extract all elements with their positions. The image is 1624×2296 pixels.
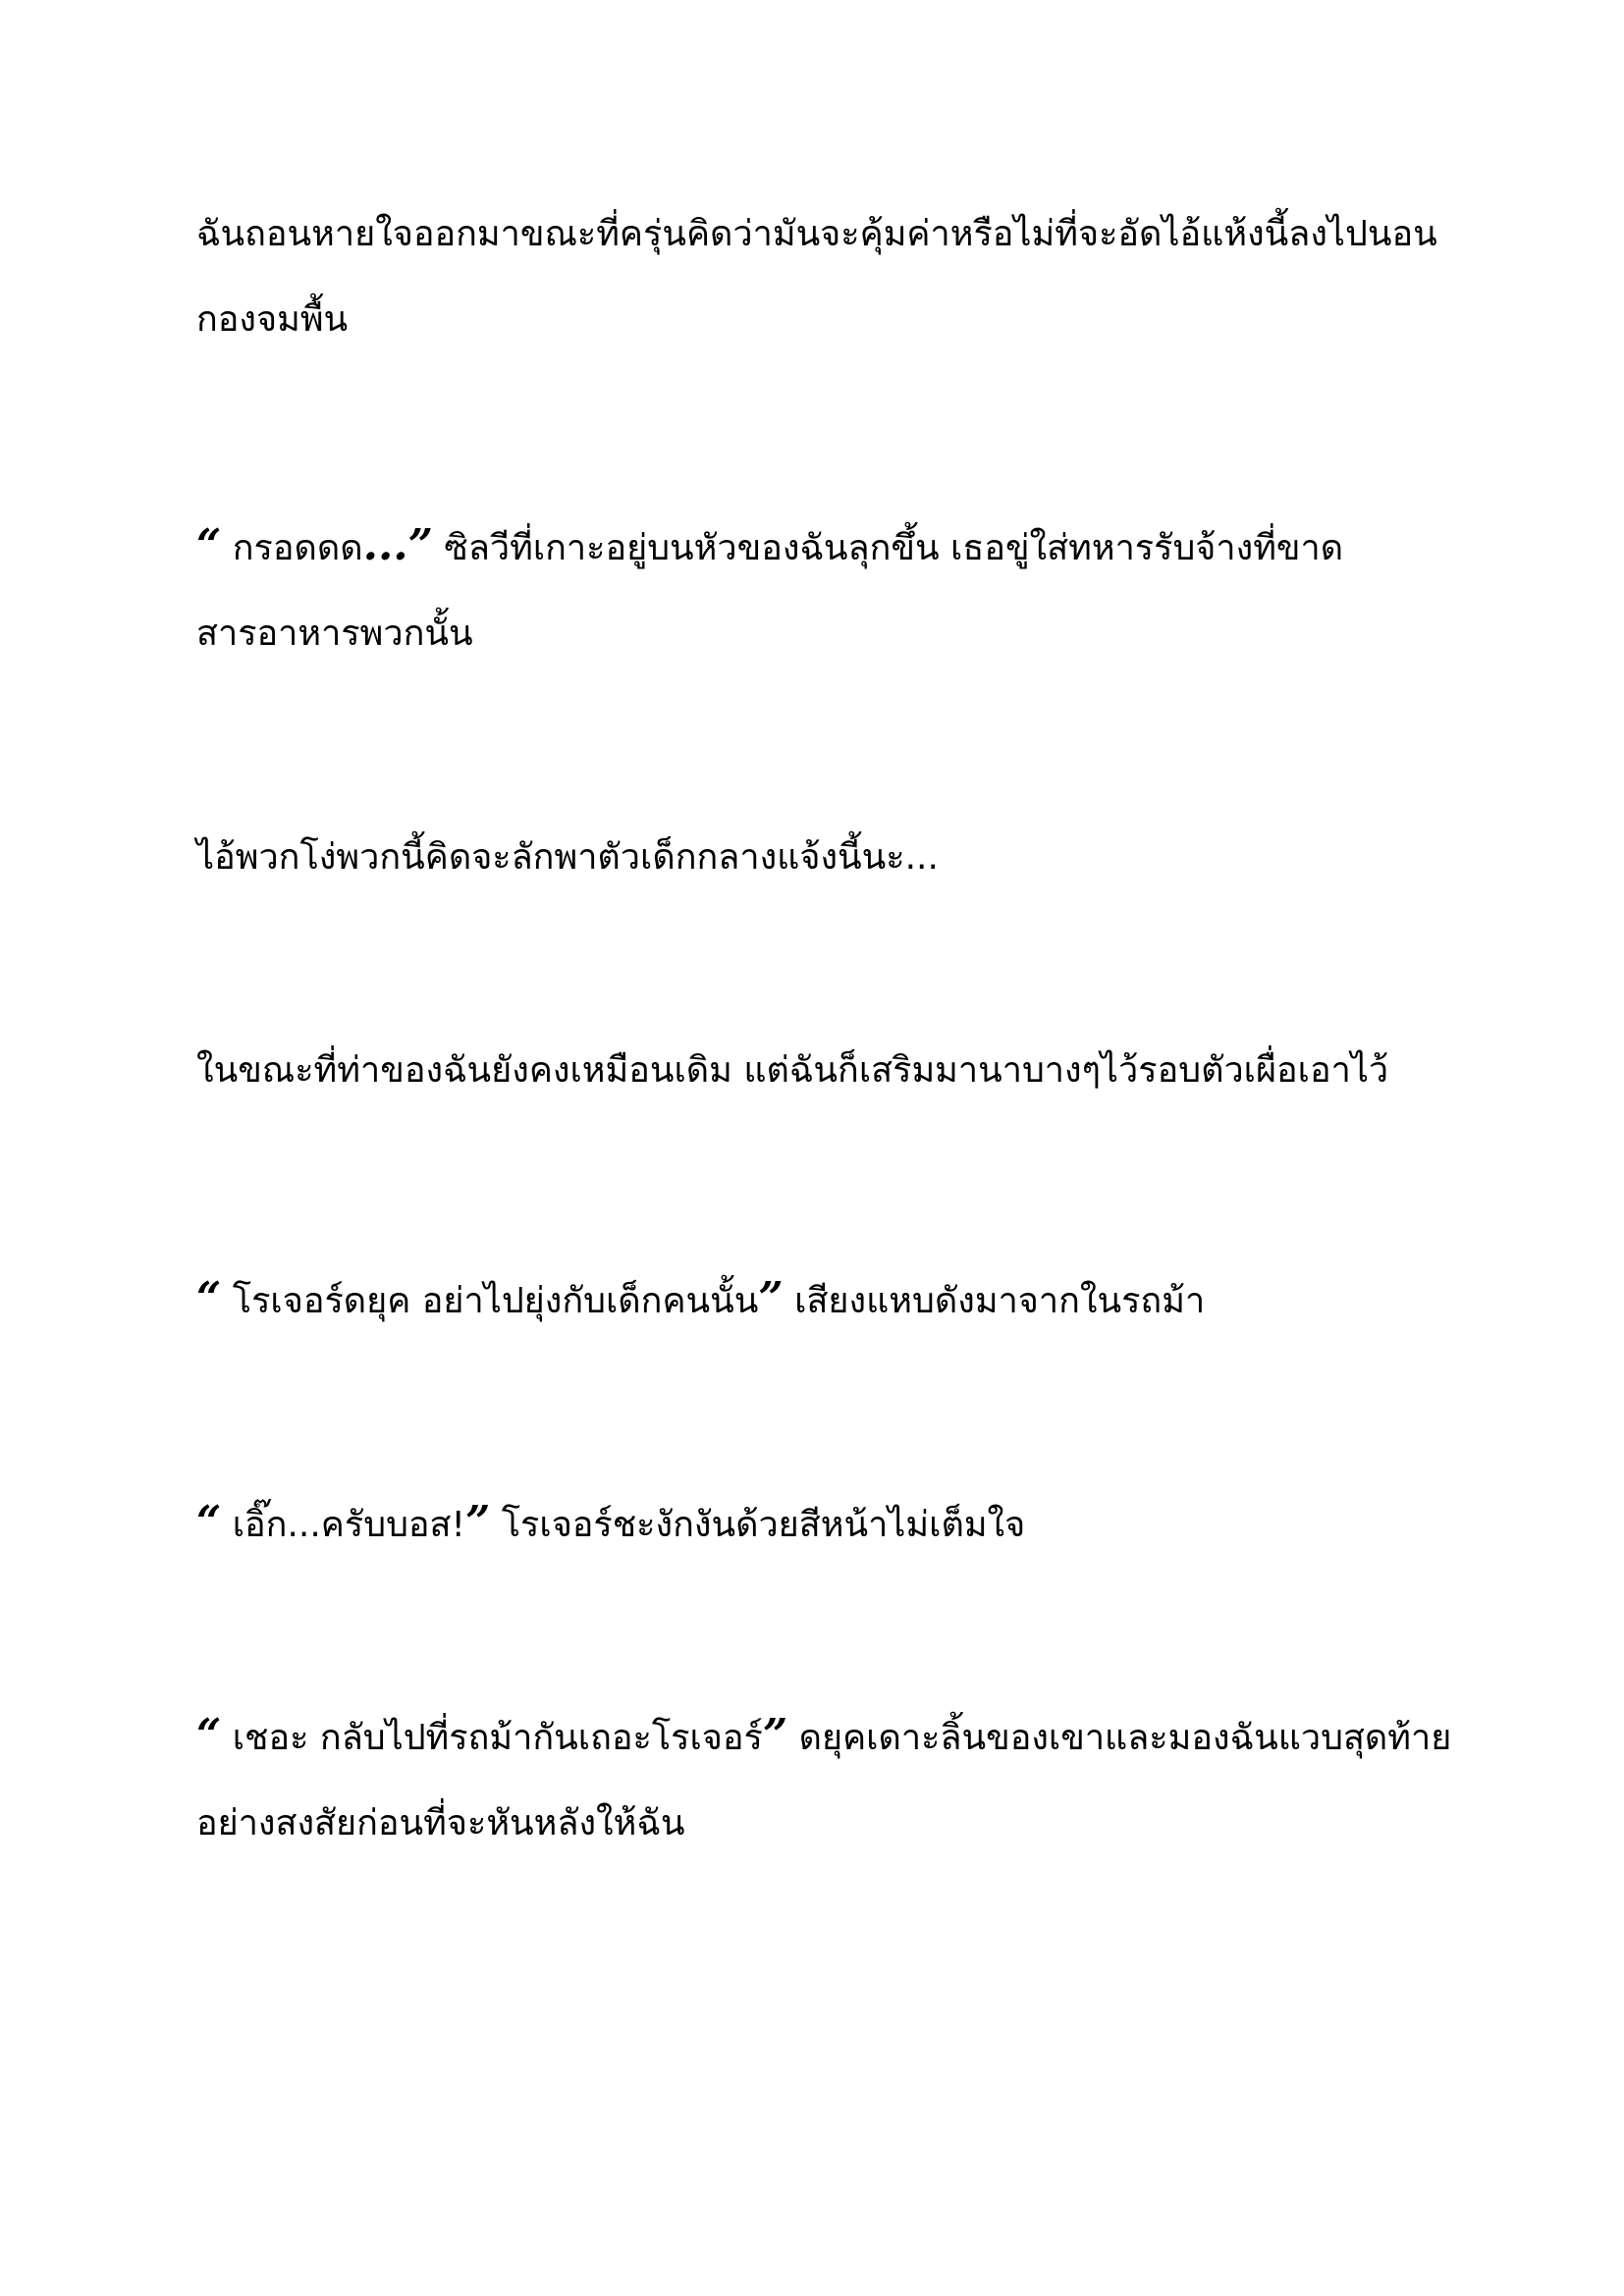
close-quote-mark: ”: [407, 520, 433, 570]
dialogue-speech: โรเจอร์ดยุค อย่าไปยุ่งกับเด็กคนนั้น: [221, 1281, 759, 1321]
paragraph-1-line-2: กองจมพื้น: [196, 299, 349, 340]
paragraph-7-line-2: อย่างสงสัยก่อนที่จะหันหลังให้ฉัน: [196, 1803, 685, 1843]
open-quote-mark: “: [196, 1273, 222, 1323]
paragraph-5: [196, 1255, 1434, 1344]
paragraph-2-line-2: สารอาหารพวกนั้น: [196, 614, 473, 654]
open-quote-mark: “: [196, 1497, 222, 1547]
paragraph-3: [196, 815, 1434, 900]
narration-text: ดยุคเดาะลิ้นของเขาและมองฉันแวบสุดท้าย: [787, 1718, 1452, 1758]
narration-text: ซิลวีที่เกาะอยู่บนหัวของฉันลุกขึ้น เธอขู่ใส่ทหารรับจ้างที่ขาด: [432, 528, 1344, 568]
dialogue-speech: เอิ๊ก...ครับบอส!: [221, 1505, 465, 1545]
paragraph-7: [196, 1692, 1452, 1866]
paragraph-6: [196, 1479, 1434, 1568]
paragraph-6-line-1: [196, 1479, 1434, 1568]
open-quote-mark: “: [196, 520, 222, 570]
paragraph-1-line-1: ฉันถอนหายใจออกมาขณะที่ครุ่นคิดว่ามันจะคุ้มค่าหรือไม่ที่จะอัดไอ้แห้งนี้ลงไปนอน: [196, 214, 1437, 254]
paragraph-1: [196, 191, 1437, 362]
paragraph-3-line-1: ไอ้พวกโง่พวกนี้คิดจะลักพาตัวเด็กกลางแจ้งนี้นะ...: [196, 837, 939, 878]
paragraph-5-line-1: [196, 1255, 1434, 1344]
open-quote-mark: “: [196, 1710, 222, 1760]
narration-text: เสียงแหบดังมาจากในรถม้า: [783, 1281, 1206, 1321]
paragraph-4: [196, 1028, 1434, 1113]
close-quote-mark: ”: [464, 1497, 491, 1547]
ellipsis-mark: ...: [362, 520, 408, 570]
paragraph-2-line-1: [196, 503, 1434, 591]
paragraph-7-line-1: [196, 1692, 1452, 1781]
dialogue-speech: เชอะ กลับไปที่รถม้ากันเถอะโรเจอร์: [221, 1718, 763, 1758]
paragraph-4-line-1: ในขณะที่ท่าของฉันยังคงเหมือนเดิม แต่ฉันก็เสริมมานาบางๆไว้รอบตัวเผื่อเอาไว้: [196, 1050, 1389, 1091]
narration-text: โรเจอร์ชะงักงันด้วยสีหน้าไม่เต็มใจ: [490, 1505, 1026, 1545]
paragraph-2: [196, 503, 1434, 676]
close-quote-mark: ”: [762, 1710, 788, 1760]
close-quote-mark: ”: [758, 1273, 784, 1323]
dialogue-speech: กรอดดด: [221, 528, 363, 568]
